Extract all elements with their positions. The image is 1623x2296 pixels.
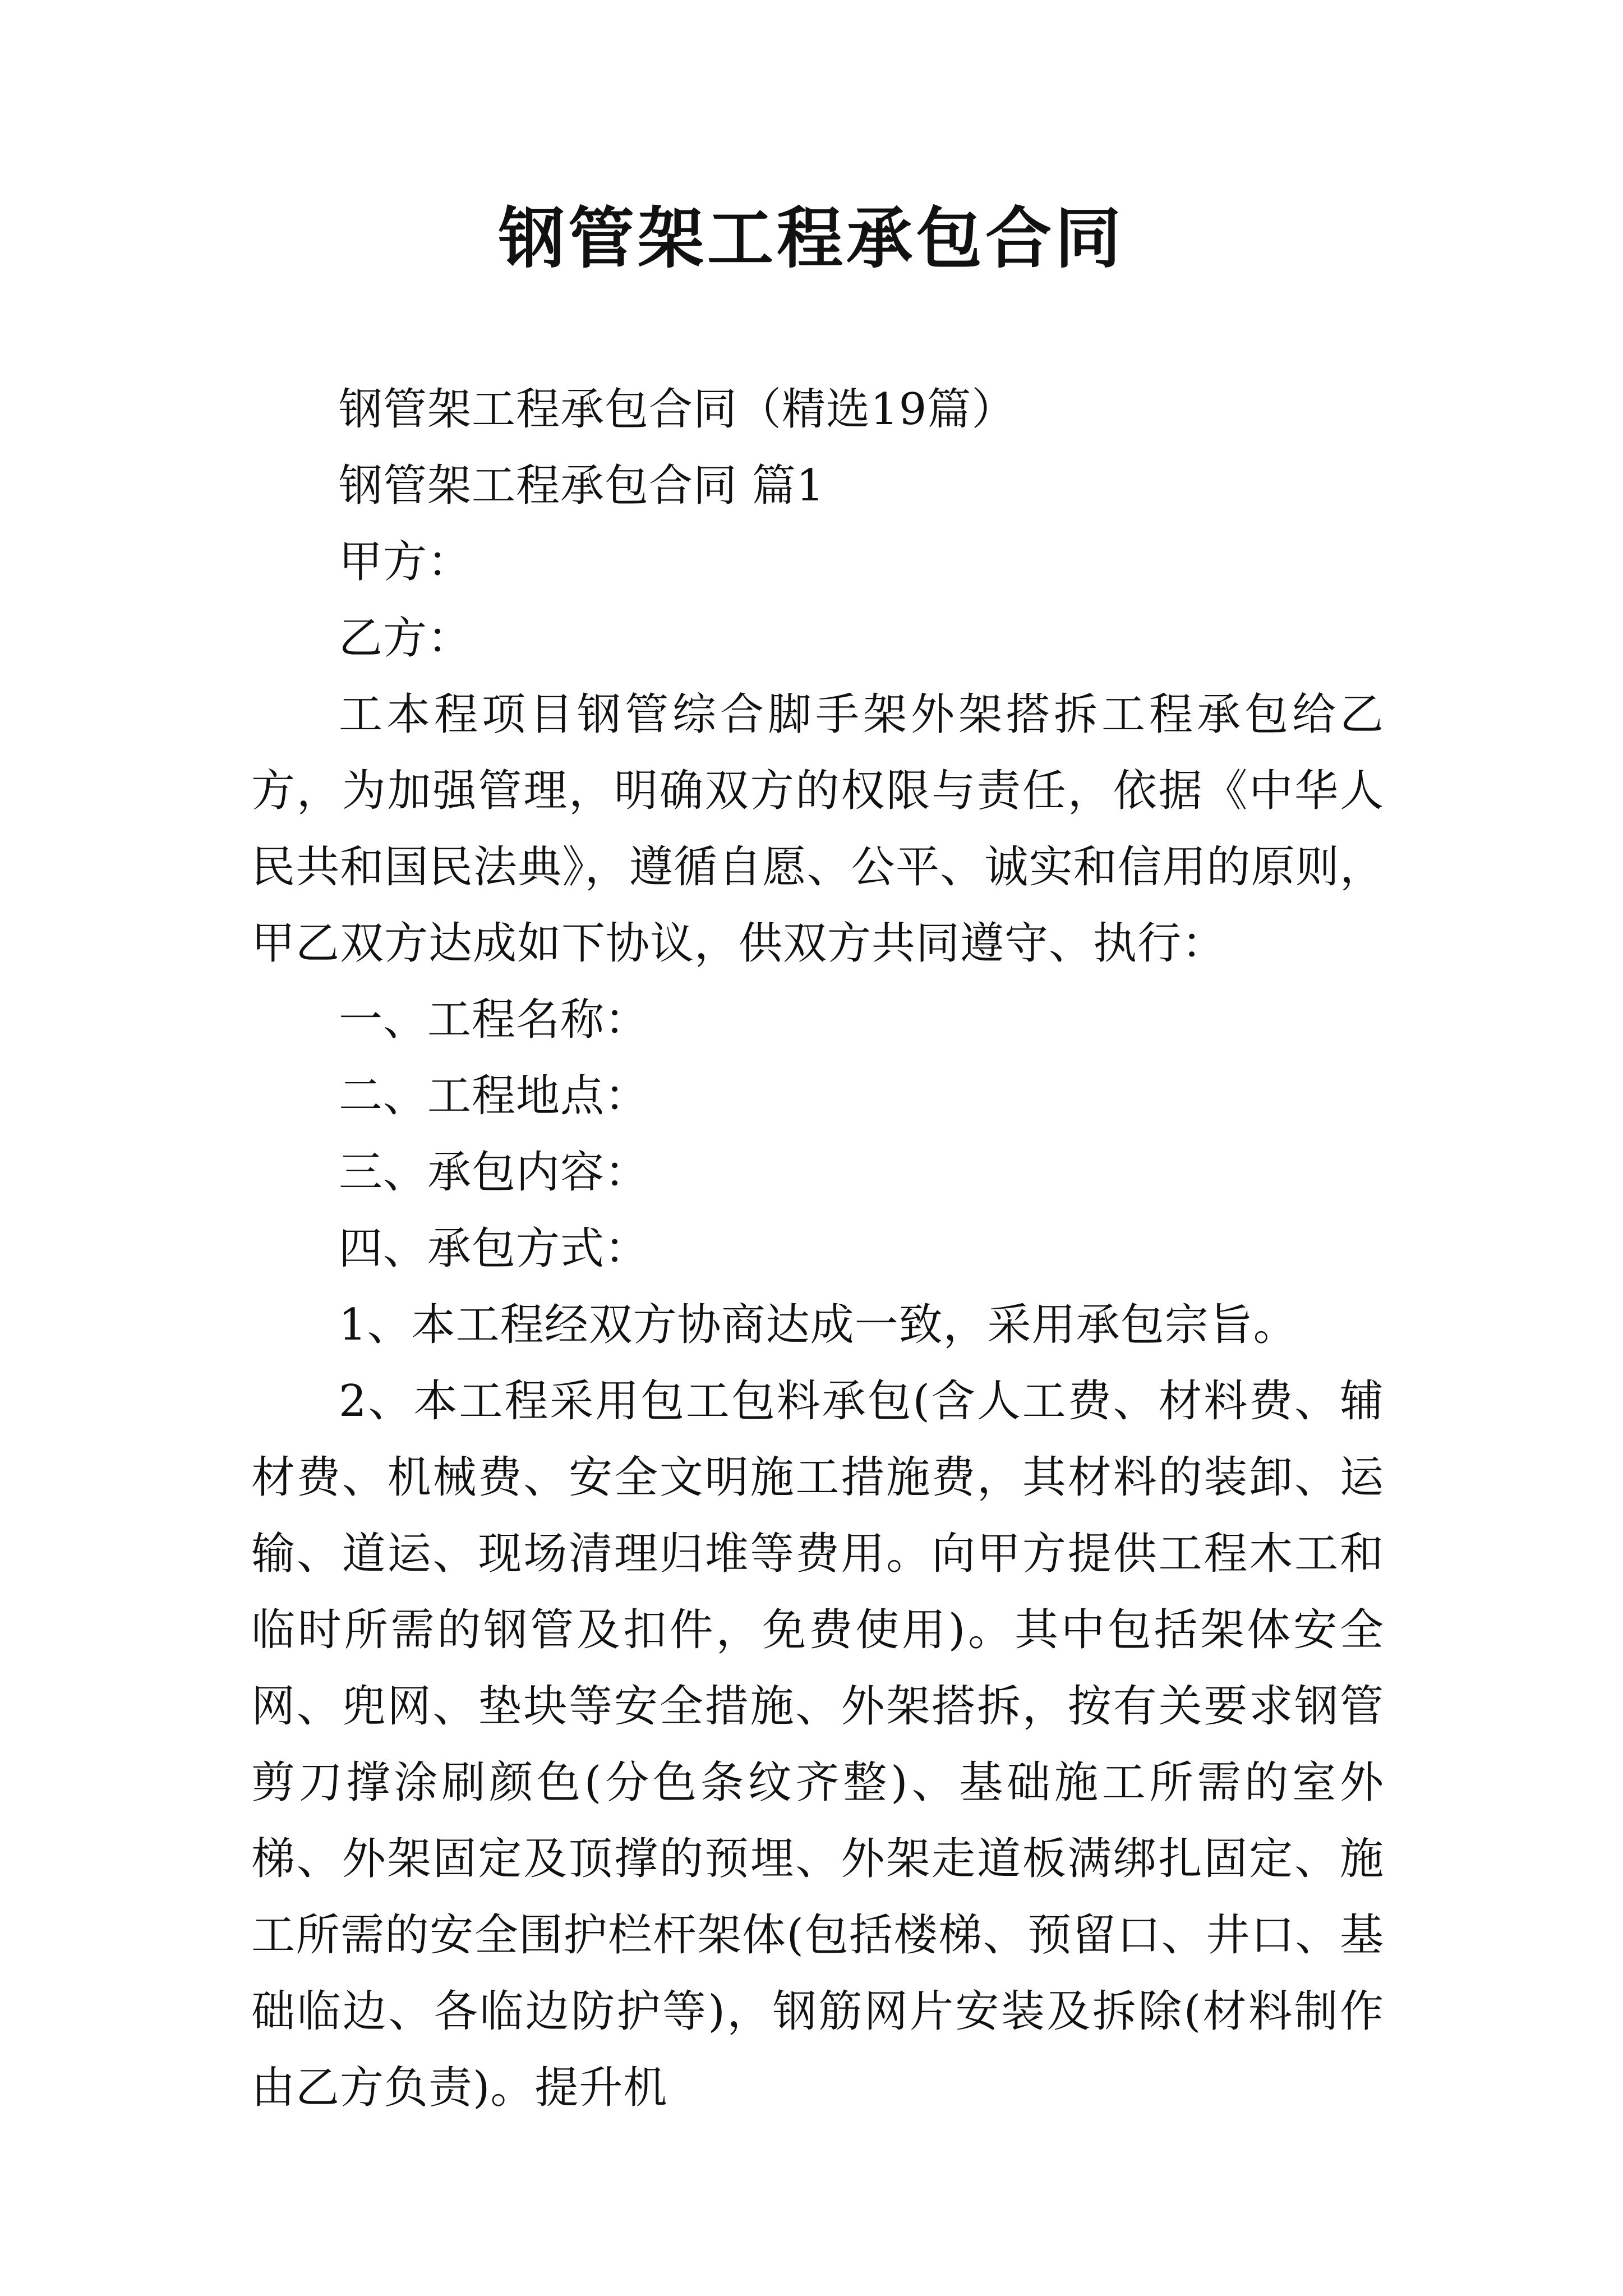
document-title: 钢管架工程承包合同 bbox=[498, 199, 1124, 277]
paragraph-party-b: 乙方： bbox=[339, 613, 472, 664]
paragraph-clause-1: 1、本工程经双方协商达成一致，采用承包宗旨。 bbox=[339, 1300, 1298, 1350]
paragraph-contract-scope: 三、承包内容： bbox=[339, 1147, 649, 1198]
paragraph-clause-2: 2、本工程采用包工包料承包(含人工费、材料费、辅材费、机械费、安全文明施工措施费，其材料的装卸、运输、道运、现场清理归堆等费用。向甲方提供工程木工和临时所需的钢管及扣件，免费使用)。其中包括架体安全网、兜网、垫块等安全措施、外架搭拆，按有关要求钢管剪刀撑涂刷颜色(分色条纹齐整)、基础施工所需的室外梯、外架固定及顶撑的预埋、外架走道板满绑扎固定、施工所需的安全围护栏杆架体(包括楼梯、预留口、井口、基础临边、各临边防护等)，钢筋网片安装及拆除(材料制作由乙方负责)。提升机 bbox=[251, 1376, 1384, 2113]
paragraph-contract-method: 四、承包方式： bbox=[339, 1223, 649, 1274]
paragraph-project-location: 二、工程地点： bbox=[339, 1071, 649, 1121]
paragraph-project-name: 一、工程名称： bbox=[339, 995, 649, 1045]
document-body bbox=[251, 371, 1384, 2126]
paragraph-section-heading: 钢管架工程承包合同 篇1 bbox=[339, 461, 825, 511]
paragraph-party-a: 甲方： bbox=[339, 537, 472, 587]
paragraph-preamble: 工本程项目钢管综合脚手架外架搭拆工程承包给乙方，为加强管理，明确双方的权限与责任，依据《中华人民共和国民法典》，遵循自愿、公平、诚实和信用的原则，甲乙双方达成如下协议，供双方共同遵守、执行： bbox=[251, 689, 1384, 969]
paragraph-subtitle: 钢管架工程承包合同（精选19篇） bbox=[339, 384, 1016, 435]
